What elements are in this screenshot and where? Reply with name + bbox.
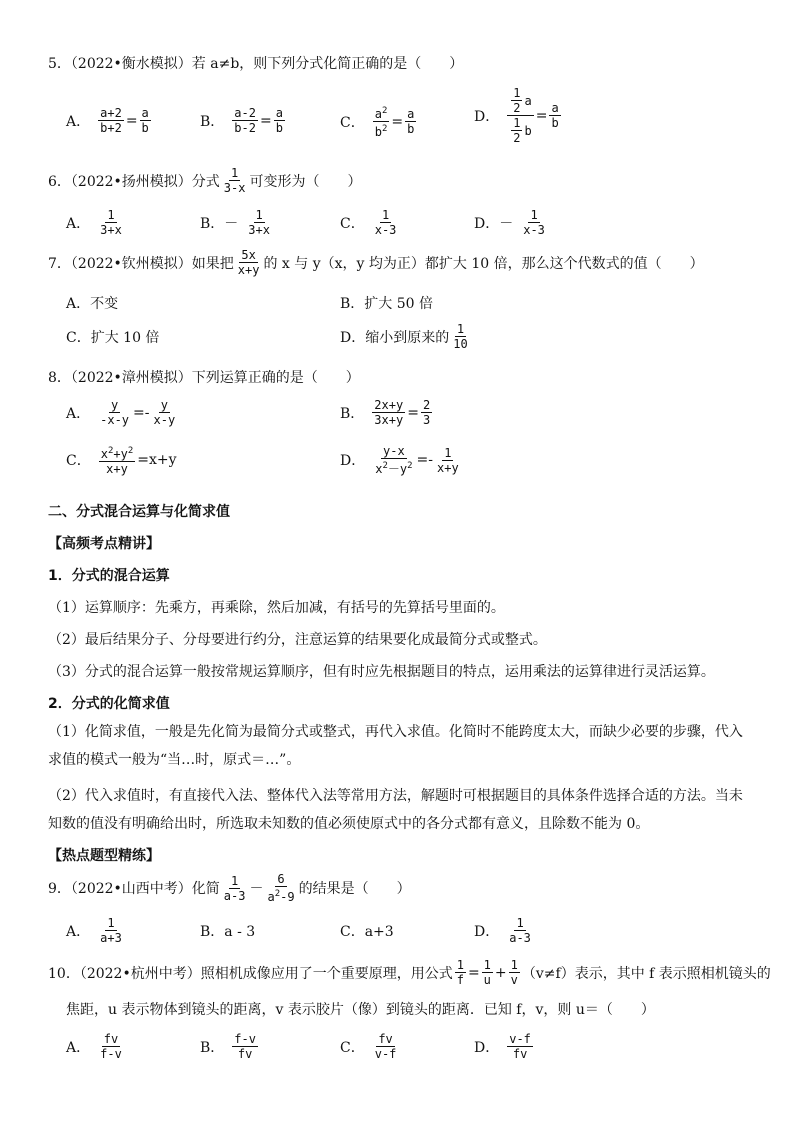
q10-stem: 10．（2022•杭州中考）照相机成像应用了一个重要原理，用公式 $\frac{1}{f}$ = $\frac{1}{u}$ + $\frac{1}{v}$ （v≠f）表示，其中 f 表示照相机镜头的	[48, 958, 771, 987]
q10-option-c[interactable]: C． $\frac{fv}{v-f}$	[340, 1032, 397, 1061]
fraction: $\frac{a}{b}$	[407, 107, 415, 136]
q8-option-a[interactable]: A． $\frac{y}{-x-y}$ =- $\frac{y}{x-y}$	[66, 398, 176, 427]
fraction: $\frac{a}{b}$	[551, 101, 559, 130]
q8-option-b[interactable]: B． $\frac{2x+y}{3x+y}$ = $\frac{2}{3}$	[340, 398, 431, 427]
heading-practice: 【热点题型精练】	[48, 848, 160, 864]
q7-option-a[interactable]: A．不变	[66, 296, 119, 312]
option-label: A．	[66, 113, 91, 130]
q7-option-b[interactable]: B．扩大 50 倍	[340, 296, 434, 312]
paragraph: （2）代入求值时，有直接代入法、整体代入法等常用方法，解题时可根据题目的具体条件选择合适的方法。当未知数的值没有明确给出时，所选取未知数的值必须使原式中的各分式都有意义，且除数不能为 0。	[48, 788, 743, 832]
q5-stem: 5．（2022•衡水模拟）若 a≠b，则下列分式化简正确的是（ ）	[48, 56, 464, 72]
paragraph: （2）最后结果分子、分母要进行约分，注意运算的结果要化成最简分式或整式。	[48, 632, 547, 648]
subheading-simplify: 2．分式的化简求值	[48, 696, 170, 712]
fraction: $\frac{a-2}{b-2}$	[234, 106, 256, 135]
q10-option-d[interactable]: D． $\frac{v-f}{fv}$	[474, 1032, 531, 1061]
fraction: $\frac{1}{3-x}$	[223, 166, 246, 195]
option-label: B．	[200, 113, 225, 130]
q10-option-b[interactable]: B． $\frac{f-v}{fv}$	[200, 1032, 256, 1061]
fraction: $\frac{a}{b}$	[141, 106, 149, 135]
q8-option-c[interactable]: C． $\frac{x^2+y^2}{x+y}$ =x+y	[66, 446, 177, 476]
q6-option-c[interactable]: C． $\frac{1}{x-3}$	[340, 208, 397, 237]
option-label: D．	[474, 108, 500, 125]
option-label: C．	[340, 114, 365, 131]
subheading-mixed-ops: 1．分式的混合运算	[48, 568, 170, 584]
q9-stem: 9．（2022•山西中考）化简 $\frac{1}{a-3}$ － $\frac{6}{a^2-9}$ 的结果是（ ）	[48, 872, 411, 904]
q9-option-c[interactable]: C．a+3	[340, 924, 394, 940]
paragraph: （1）运算顺序：先乘方，再乘除，然后加减，有括号的先算括号里面的。	[48, 600, 505, 616]
q5-option-b[interactable]: B． $\frac{a-2}{b-2}$ = $\frac{a}{b}$	[200, 106, 283, 135]
q9-option-d[interactable]: D． $\frac{1}{a-3}$	[474, 916, 531, 945]
q8-option-d[interactable]: D． $\frac{y-x}{x^2-y^2}$ =- $\frac{1}{x+y}$	[340, 444, 459, 476]
q5-option-a[interactable]: A． $\frac{a+2}{b+2}$ = $\frac{a}{b}$	[66, 106, 149, 135]
q9-option-a[interactable]: A． $\frac{1}{a+3}$	[66, 916, 122, 945]
paragraph: （1）化简求值，一般是先化简为最简分式或整式，再代入求值。化简时不能跨度太大，而缺少必要的步骤，代入求值的模式一般为“当…时，原式＝…”。	[48, 724, 743, 768]
q9-option-b[interactable]: B．a - 3	[200, 924, 256, 940]
q10-stem-line2: 焦距，u 表示物体到镜头的距离，v 表示胶片（像）到镜头的距离．已知 f，v，则 u＝（ ）	[66, 1002, 655, 1018]
heading-key-points: 【高频考点精讲】	[48, 536, 160, 552]
q5-option-d[interactable]: D． $\frac{1}{2}$ a $\frac{1}{2}$ b = $\frac{a}{b}$	[474, 86, 559, 145]
q10-option-a[interactable]: A． $\frac{fv}{f-v}$	[66, 1032, 122, 1061]
q5-option-c[interactable]: C． $\frac{a^2}{b^2}$ = $\frac{a}{b}$	[340, 106, 415, 139]
q6-option-a[interactable]: A． $\frac{1}{3+x}$	[66, 208, 122, 237]
q7-option-c[interactable]: C．扩大 10 倍	[66, 330, 160, 346]
fraction: $\frac{a^2}{b^2}$	[374, 106, 388, 139]
q6-stem: 6．（2022•扬州模拟）分式 $\frac{1}{3-x}$ 可变形为（ ）	[48, 166, 362, 195]
q6-option-b[interactable]: B．－ $\frac{1}{3+x}$	[200, 208, 270, 237]
fraction: $\frac{1}{2}$ a $\frac{1}{2}$ b	[507, 86, 533, 145]
fraction: $\frac{a}{b}$	[275, 106, 283, 135]
q8-stem: 8．（2022•漳州模拟）下列运算正确的是（ ）	[48, 370, 360, 386]
section-title: 二、分式混合运算与化简求值	[48, 504, 230, 520]
q7-option-d[interactable]: D．缩小到原来的 $\frac{1}{10}$	[340, 322, 468, 351]
fraction: $\frac{a+2}{b+2}$	[100, 106, 122, 135]
q6-option-d[interactable]: D．－ $\frac{1}{x-3}$	[474, 208, 545, 237]
q7-stem: 7．（2022•钦州模拟）如果把 $\frac{5x}{x+y}$ 的 x 与 y（x，y 均为正）都扩大 10 倍，那么这个代数式的值（ ）	[48, 248, 704, 277]
paragraph: （3）分式的混合运算一般按常规运算顺序，但有时应先根据题目的特点，运用乘法的运算律进行灵活运算。	[48, 664, 715, 680]
